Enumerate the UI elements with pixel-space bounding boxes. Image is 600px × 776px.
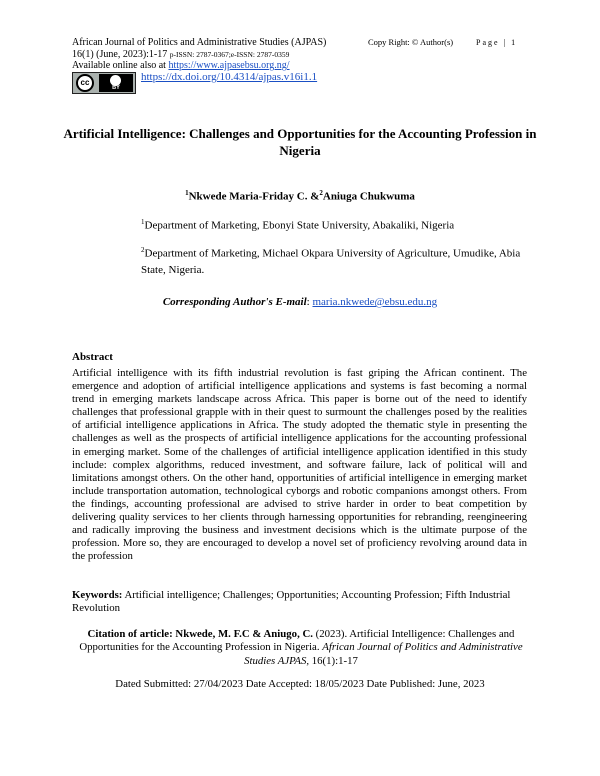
corresponding-email-link[interactable]: maria.nkwede@ebsu.edu.ng [312,296,438,308]
affiliation-1 [141,214,454,234]
volume-issn-line [72,49,326,61]
affiliation-1-text: Department of Marketing, Ebonyi State University, Abakaliki, Nigeria [144,219,455,232]
available-prefix: Available online also at [72,60,169,71]
author-separator: & [307,190,320,203]
abstract-text: Artificial intelligence with its fifth industrial revolution is fast griping the African continent. The emergence and adoption of artificial intelligence applications and systems is fast becoming a normal trend in emerging markets landscape across Africa. This paper is borne out of the need to identify challenges that professional grapple with in their quest to surmount the challenges posed by the realities of artificial intelligence applications in Africa. The study adopted the thematic style in presenting the challenges as well as the prospects of artificial intelligence applications for the accounting professional in emerging market. Some of the challenges of artificial intelligence application identified in this study include: complex algorithms, reduced investment, and software failure, lack of political will and limitations amongst others. On the other hand, opportunities of artificial intelligence in emerging market include transportation automation, technological cyborgs and robotic companions amongst others. From the findings, accounting professional are advised to strive harder in order to beat competition by delivering quality services to her clients through harnessing opportunities for rebranding, reengineering and radically improving the business and investment decisions which is the ultimate purpose of the profession. More so, they are encouraged to develop a novel set of proficiency revolving around data in the profession [72,367,527,563]
abstract-heading: Abstract [72,351,113,363]
citation-volume: 16(1):1-17 [309,654,358,667]
corresponding-label: Corresponding Author's E-mail [162,296,307,308]
available-online-line [72,60,326,72]
creative-commons-by-icon[interactable] [72,72,136,94]
author1-name: Nkwede Maria-Friday C. [188,190,308,203]
citation-text: (2023). Artificial Intelligence: Challenges and Opportunities for the Accounting Profession in Nigeria. [79,628,515,654]
journal-url-link[interactable]: https://www.ajpasebsu.org.ng/ [168,60,290,71]
affiliation-1-mark: 1 [141,218,145,226]
keywords-label: Keywords: [72,589,123,601]
corresponding-sep: : [306,296,313,308]
copyright-notice: Copy Right: © Author(s) [368,37,454,47]
journal-name: African Journal of Politics and Administrative Studies (AJPAS) [72,37,327,48]
keywords-list: Artificial intelligence; Challenges; Opportunities; Accounting Profession; Fifth Industrial Revolution [72,589,511,615]
author1-mark: 1 [185,189,189,197]
by-label: BY [112,85,120,91]
affiliation-2 [141,242,541,278]
article-title: Artificial Intelligence: Challenges and Opportunities for the Accounting Profession in Nigeria [63,126,537,158]
doi-link[interactable]: https://dx.doi.org/10.4314/ajpas.v16i1.1 [141,71,318,83]
issn-info: p-ISSN: 2787-0367;e-ISSN: 2787-0359 [169,49,290,59]
by-attribution-icon [99,74,133,92]
volume-info: 16(1) (June, 2023):1-17 [72,48,168,60]
author-list [0,189,600,203]
keywords [72,589,527,616]
corresponding-author [0,296,600,308]
affiliation-2-mark: 2 [141,246,145,254]
affiliation-2-text: Department of Marketing, Michael Okpara University of Agriculture, Umudike, Abia State, Nigeria. [141,247,521,276]
page-number: Page | 1 [476,38,518,47]
citation [66,628,536,668]
author2-name: Aniuga Chukwuma [322,190,415,203]
publication-dates: Dated Submitted: 27/04/2023 Date Accepted: 18/05/2023 Date Published: June, 2023 [115,678,485,690]
author2-mark: 2 [319,189,323,197]
journal-header [72,37,326,72]
citation-journal: African Journal of Politics and Administrative Studies AJPAS, [244,641,523,667]
citation-label: Citation of article: Nkwede, M. F.C & Aniugo, C. [87,628,313,640]
cc-logo-icon: cc [76,74,94,92]
